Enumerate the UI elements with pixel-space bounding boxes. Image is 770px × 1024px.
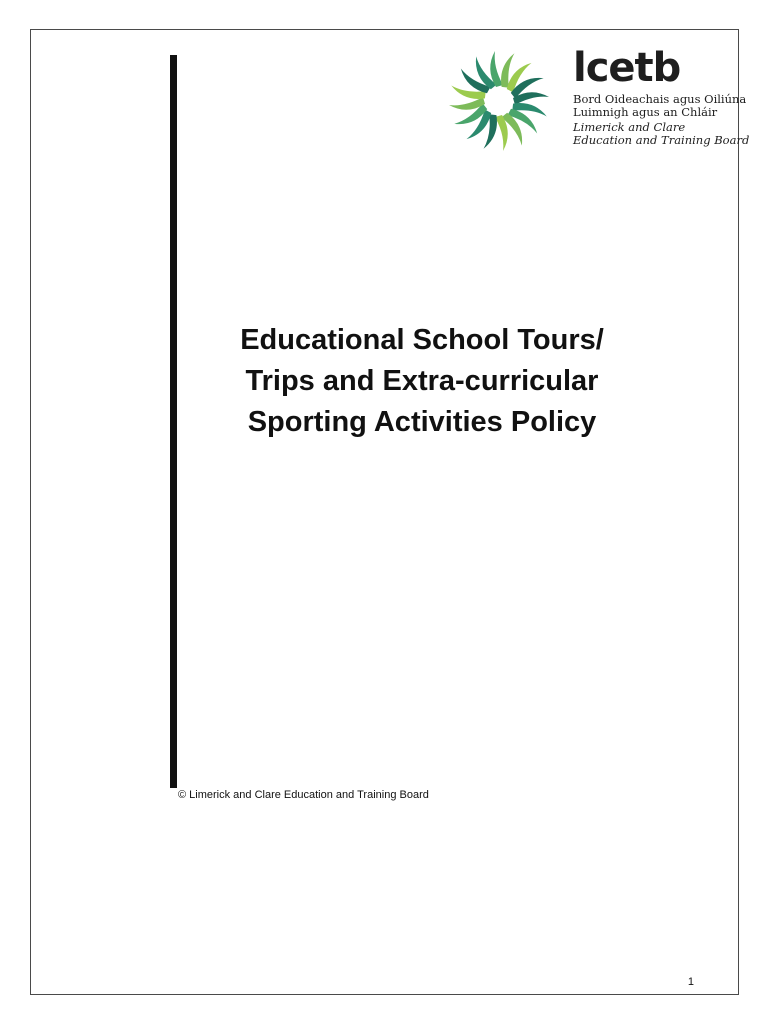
title-line-3: Sporting Activities Policy [247, 406, 597, 438]
title-line-2: Trips and Extra-curricular [245, 365, 599, 397]
document-title [177, 320, 667, 443]
document-page [30, 29, 750, 995]
logo-irish-line-2: Luimnigh agus an Chláir [573, 105, 718, 119]
page-number: 1 [687, 976, 694, 988]
vertical-rule [170, 55, 177, 788]
logo-irish-line-1: Bord Oideachais agus Oiliúna [573, 92, 747, 106]
copyright-notice: © Limerick and Clare Education and Training Board [178, 789, 429, 801]
swirl-logo-icon [443, 46, 555, 156]
logo-english-line-2: Education and Training Board [573, 133, 750, 147]
logo-english-line-1: Limerick and Clare [573, 120, 686, 134]
title-line-1: Educational School Tours/ [240, 324, 604, 356]
logo-text-block [573, 46, 749, 147]
lcetb-logo [443, 45, 750, 156]
logo-wordmark: lcetb [573, 45, 681, 91]
